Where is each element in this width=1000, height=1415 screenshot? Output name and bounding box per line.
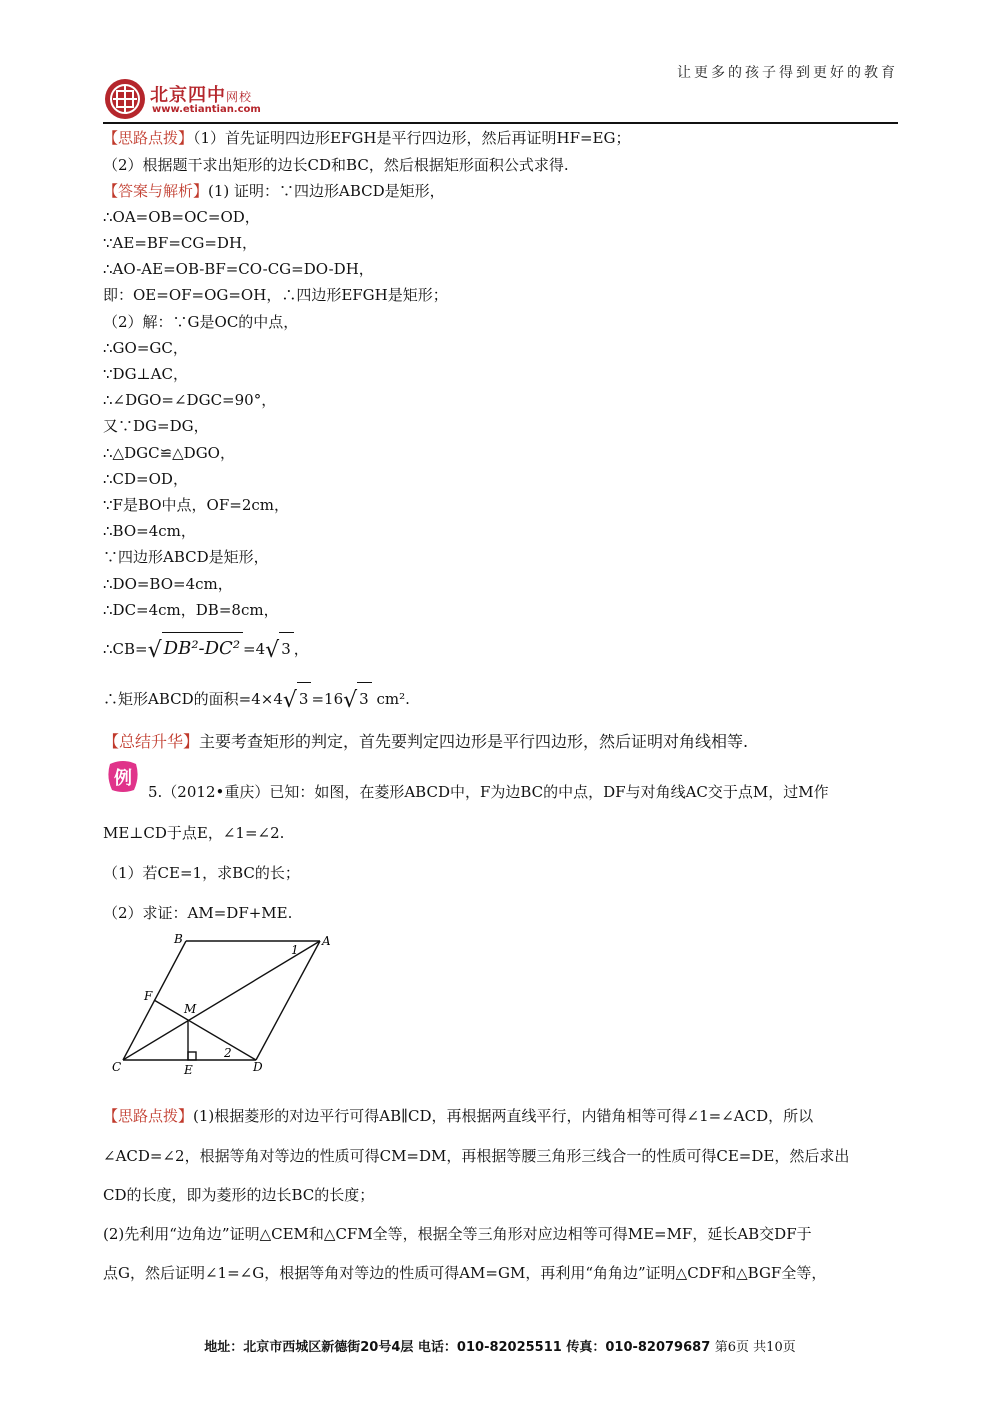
area-formula: ∴矩形ABCD的面积=4×4√ 3 =16√ 3 cm². <box>103 682 410 715</box>
step-14: ∵四边形ABCD是矩形， <box>103 548 269 566</box>
header-divider <box>103 122 898 124</box>
hint2-line-5: 点G，然后证明∠1=∠G，根据等角对等边的性质可得AM=GM，再利用“角角边”证明△CDF和△BGF全等， <box>103 1264 827 1282</box>
step-7: ∵DG⊥AC， <box>103 365 188 383</box>
hint-line-1: 【思路点拨】（1）首先证明四边形EFGH是平行四边形，然后再证明HF=EG； <box>103 129 631 147</box>
step-16: ∴DC=4cm，DB=8cm， <box>103 601 279 619</box>
step-9: 又∵DG=DG， <box>103 417 209 435</box>
example-q2: （2）求证：AM=DF+ME. <box>103 904 293 922</box>
label-C: C <box>112 1060 122 1074</box>
svg-text:例: 例 <box>114 768 132 789</box>
diagonal-AC <box>123 941 320 1060</box>
hint2-line-4: (2)先利用“边角边”证明△CEM和△CFM全等，根据全等三角形对应边相等可得ME=MF，延长AB交DF于 <box>103 1225 812 1243</box>
label-E: E <box>184 1063 193 1077</box>
segment-FD <box>154 1000 256 1060</box>
label-angle-2: 2 <box>224 1046 232 1060</box>
step-6: ∴GO=GC， <box>103 339 188 357</box>
example-question-line-2: ME⊥CD于点E，∠1=∠2. <box>103 824 285 842</box>
label-B: B <box>174 932 183 946</box>
page-footer: 地址：北京市西城区新德街20号4层 电话：010-82025511 传真：010-82079687 第6页 共10页 <box>204 1340 796 1355</box>
logo-url: www.etiantian.com <box>152 104 261 115</box>
example-q1: （1）若CE=1，求BC的长； <box>103 864 300 882</box>
hint2-line-2: ∠ACD=∠2，根据等角对等边的性质可得CM=DM，再根据等腰三角形三线合一的性质可得CE=DE，然后求出 <box>103 1147 850 1165</box>
summary-line: 【总结升华】主要考查矩形的判定，首先要判定四边形是平行四边形，然后证明对角线相等. <box>103 732 749 751</box>
step-2: ∵AE=BF=CG=DH， <box>103 234 258 252</box>
answer-line: 【答案与解析】(1) 证明：∵四边形ABCD是矩形， <box>103 182 445 200</box>
logo-text: 北京四中网校 <box>150 85 253 106</box>
step-8: ∴∠DGO=∠DGC=90°， <box>103 391 277 409</box>
step-10: ∴△DGC≌△DGO， <box>103 444 235 462</box>
hint2-line-1: 【思路点拨】(1)根据菱形的对边平行可得AB∥CD，再根据两直线平行，内错角相等可得∠1=∠ACD，所以 <box>103 1107 814 1125</box>
step-12: ∵F是BO中点，OF=2cm， <box>103 496 289 514</box>
step-4: 即：OE=OF=OG=OH，∴四边形EFGH是矩形； <box>103 286 448 304</box>
step-1: ∴OA=OB=OC=OD， <box>103 208 260 226</box>
step-3: ∴AO-AE=OB-BF=CO-CG=DO-DH， <box>103 260 374 278</box>
label-M: M <box>184 1002 197 1016</box>
header-slogan: 让更多的孩子得到更好的教育 <box>677 65 898 81</box>
example-badge-icon <box>106 760 140 794</box>
step-15: ∴DO=BO=4cm， <box>103 575 233 593</box>
label-angle-1: 1 <box>291 943 299 957</box>
label-F: F <box>144 989 153 1003</box>
cb-formula: ∴CB=√ DB²-DC² =4√ 3 ， <box>103 632 309 665</box>
right-angle-mark <box>188 1052 196 1060</box>
label-D: D <box>253 1060 263 1074</box>
step-13: ∴BO=4cm， <box>103 522 196 540</box>
edge-AD <box>256 941 320 1060</box>
hint2-line-3: CD的长度，即为菱形的边长BC的长度； <box>103 1186 375 1204</box>
step-5: （2）解：∵G是OC的中点， <box>103 313 299 331</box>
label-A: A <box>322 934 331 948</box>
rhombus-figure <box>108 928 344 1078</box>
hint-line-2: （2）根据题干求出矩形的边长CD和BC，然后根据矩形面积公式求得. <box>103 156 569 174</box>
step-11: ∴CD=OD， <box>103 470 188 488</box>
example-question-line-1: 5.（2012•重庆）已知：如图，在菱形ABCD中，F为边BC的中点，DF与对角线AC交于点M，过M作 <box>148 783 829 801</box>
